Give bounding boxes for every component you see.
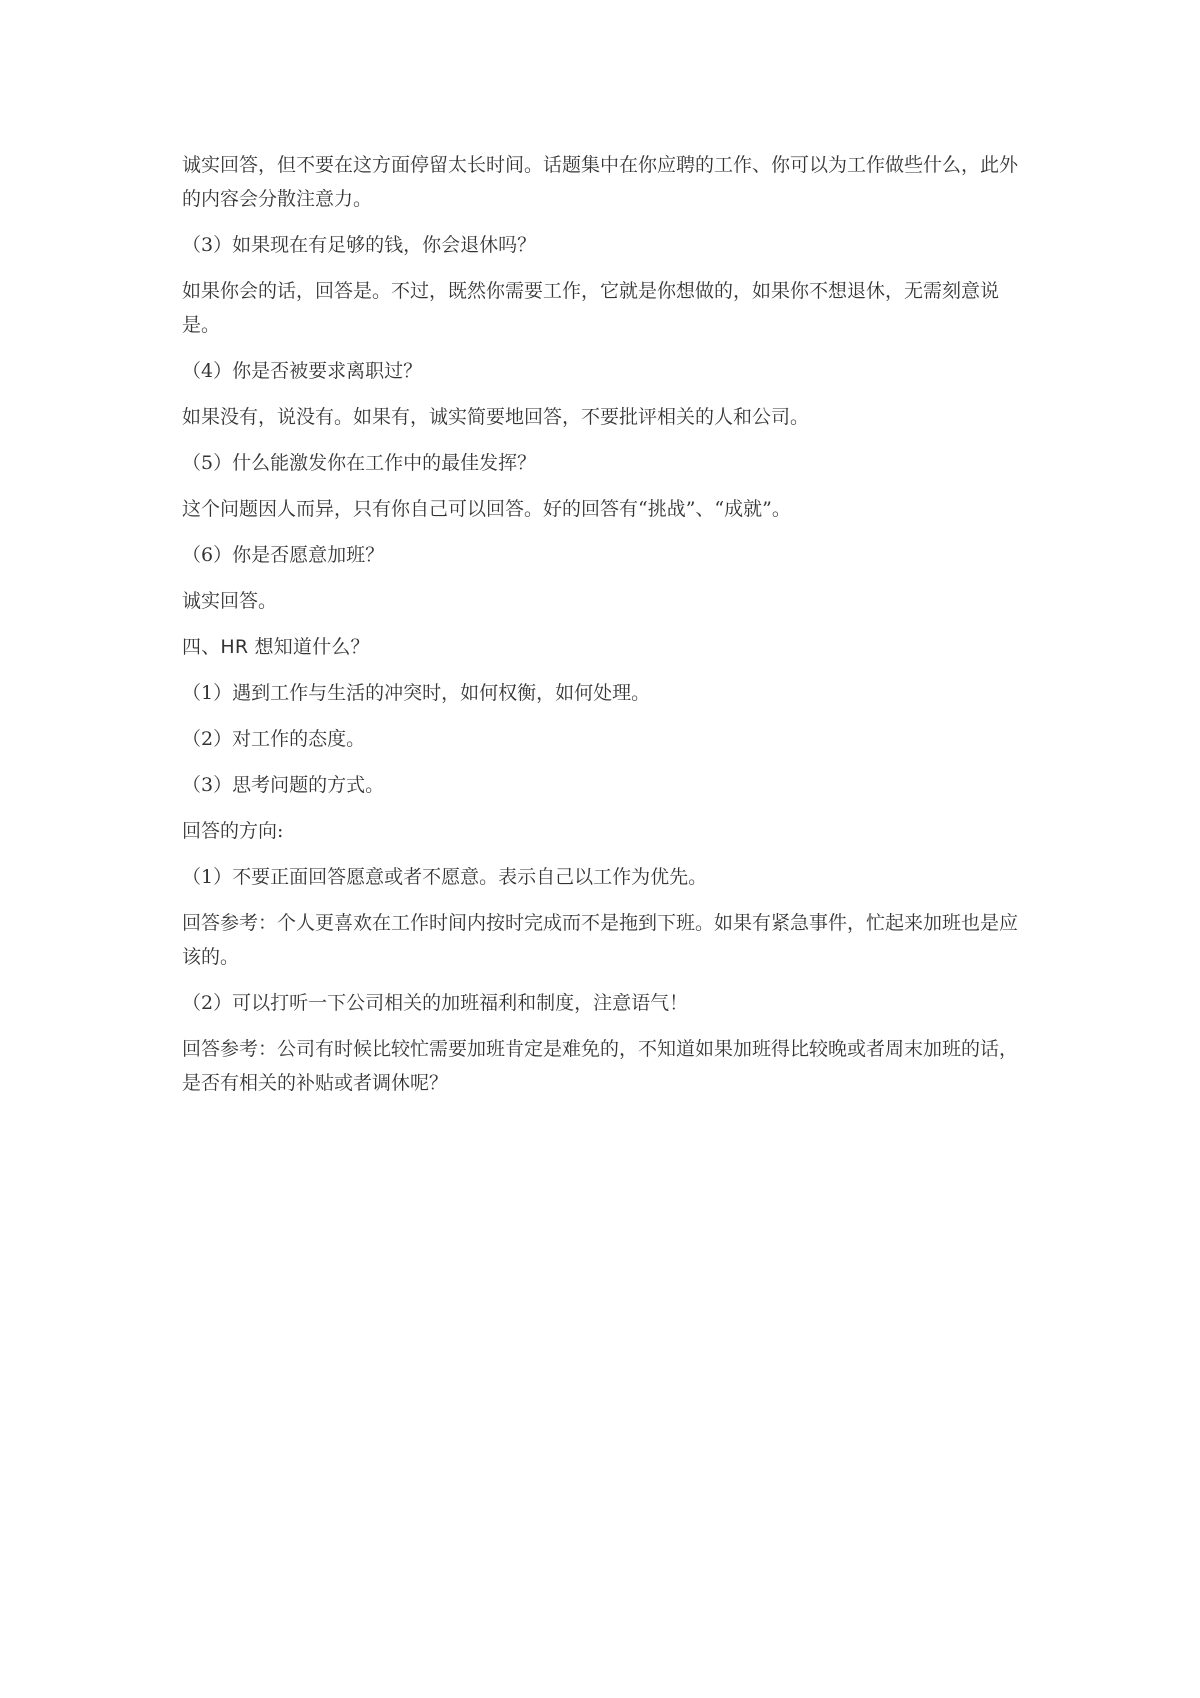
question-heading: （4）你是否被要求离职过？ — [182, 360, 423, 382]
paragraph: 如果没有，说没有。如果有，诚实简要地回答，不要批评相关的人和公司。 — [182, 406, 810, 428]
list-item: （2）对工作的态度。 — [182, 728, 366, 750]
list-item: （3）思考问题的方式。 — [182, 774, 385, 796]
document-body — [182, 148, 1027, 1100]
paragraph: 诚实回答，但不要在这方面停留太长时间。话题集中在你应聘的工作、你可以为工作做些什么，此外的内容会分散注意力。 — [182, 154, 1019, 210]
list-item: （1）遇到工作与生活的冲突时，如何权衡，如何处理。 — [182, 682, 651, 704]
subheading: 回答的方向: — [182, 820, 284, 842]
list-item: （1）不要正面回答愿意或者不愿意。表示自己以工作为优先。 — [182, 866, 708, 888]
question-heading: （3）如果现在有足够的钱，你会退休吗？ — [182, 234, 537, 256]
list-item: （2）可以打听一下公司相关的加班福利和制度，注意语气！ — [182, 992, 689, 1014]
paragraph: 回答参考：公司有时候比较忙需要加班肯定是难免的，不知道如果加班得比较晚或者周末加班的话，是否有相关的补贴或者调休呢？ — [182, 1038, 1019, 1094]
paragraph: 诚实回答。 — [182, 590, 278, 612]
paragraph: 如果你会的话，回答是。不过，既然你需要工作，它就是你想做的，如果你不想退休，无需刻意说是。 — [182, 280, 1000, 336]
paragraph: 这个问题因人而异，只有你自己可以回答。好的回答有“挑战”、“成就”。 — [182, 498, 791, 520]
paragraph: 回答参考：个人更喜欢在工作时间内按时完成而不是拖到下班。如果有紧急事件，忙起来加班也是应该的。 — [182, 912, 1019, 968]
question-heading: （6）你是否愿意加班？ — [182, 544, 385, 566]
section-heading: 四、HR 想知道什么？ — [182, 636, 370, 658]
question-heading: （5）什么能激发你在工作中的最佳发挥？ — [182, 452, 537, 474]
